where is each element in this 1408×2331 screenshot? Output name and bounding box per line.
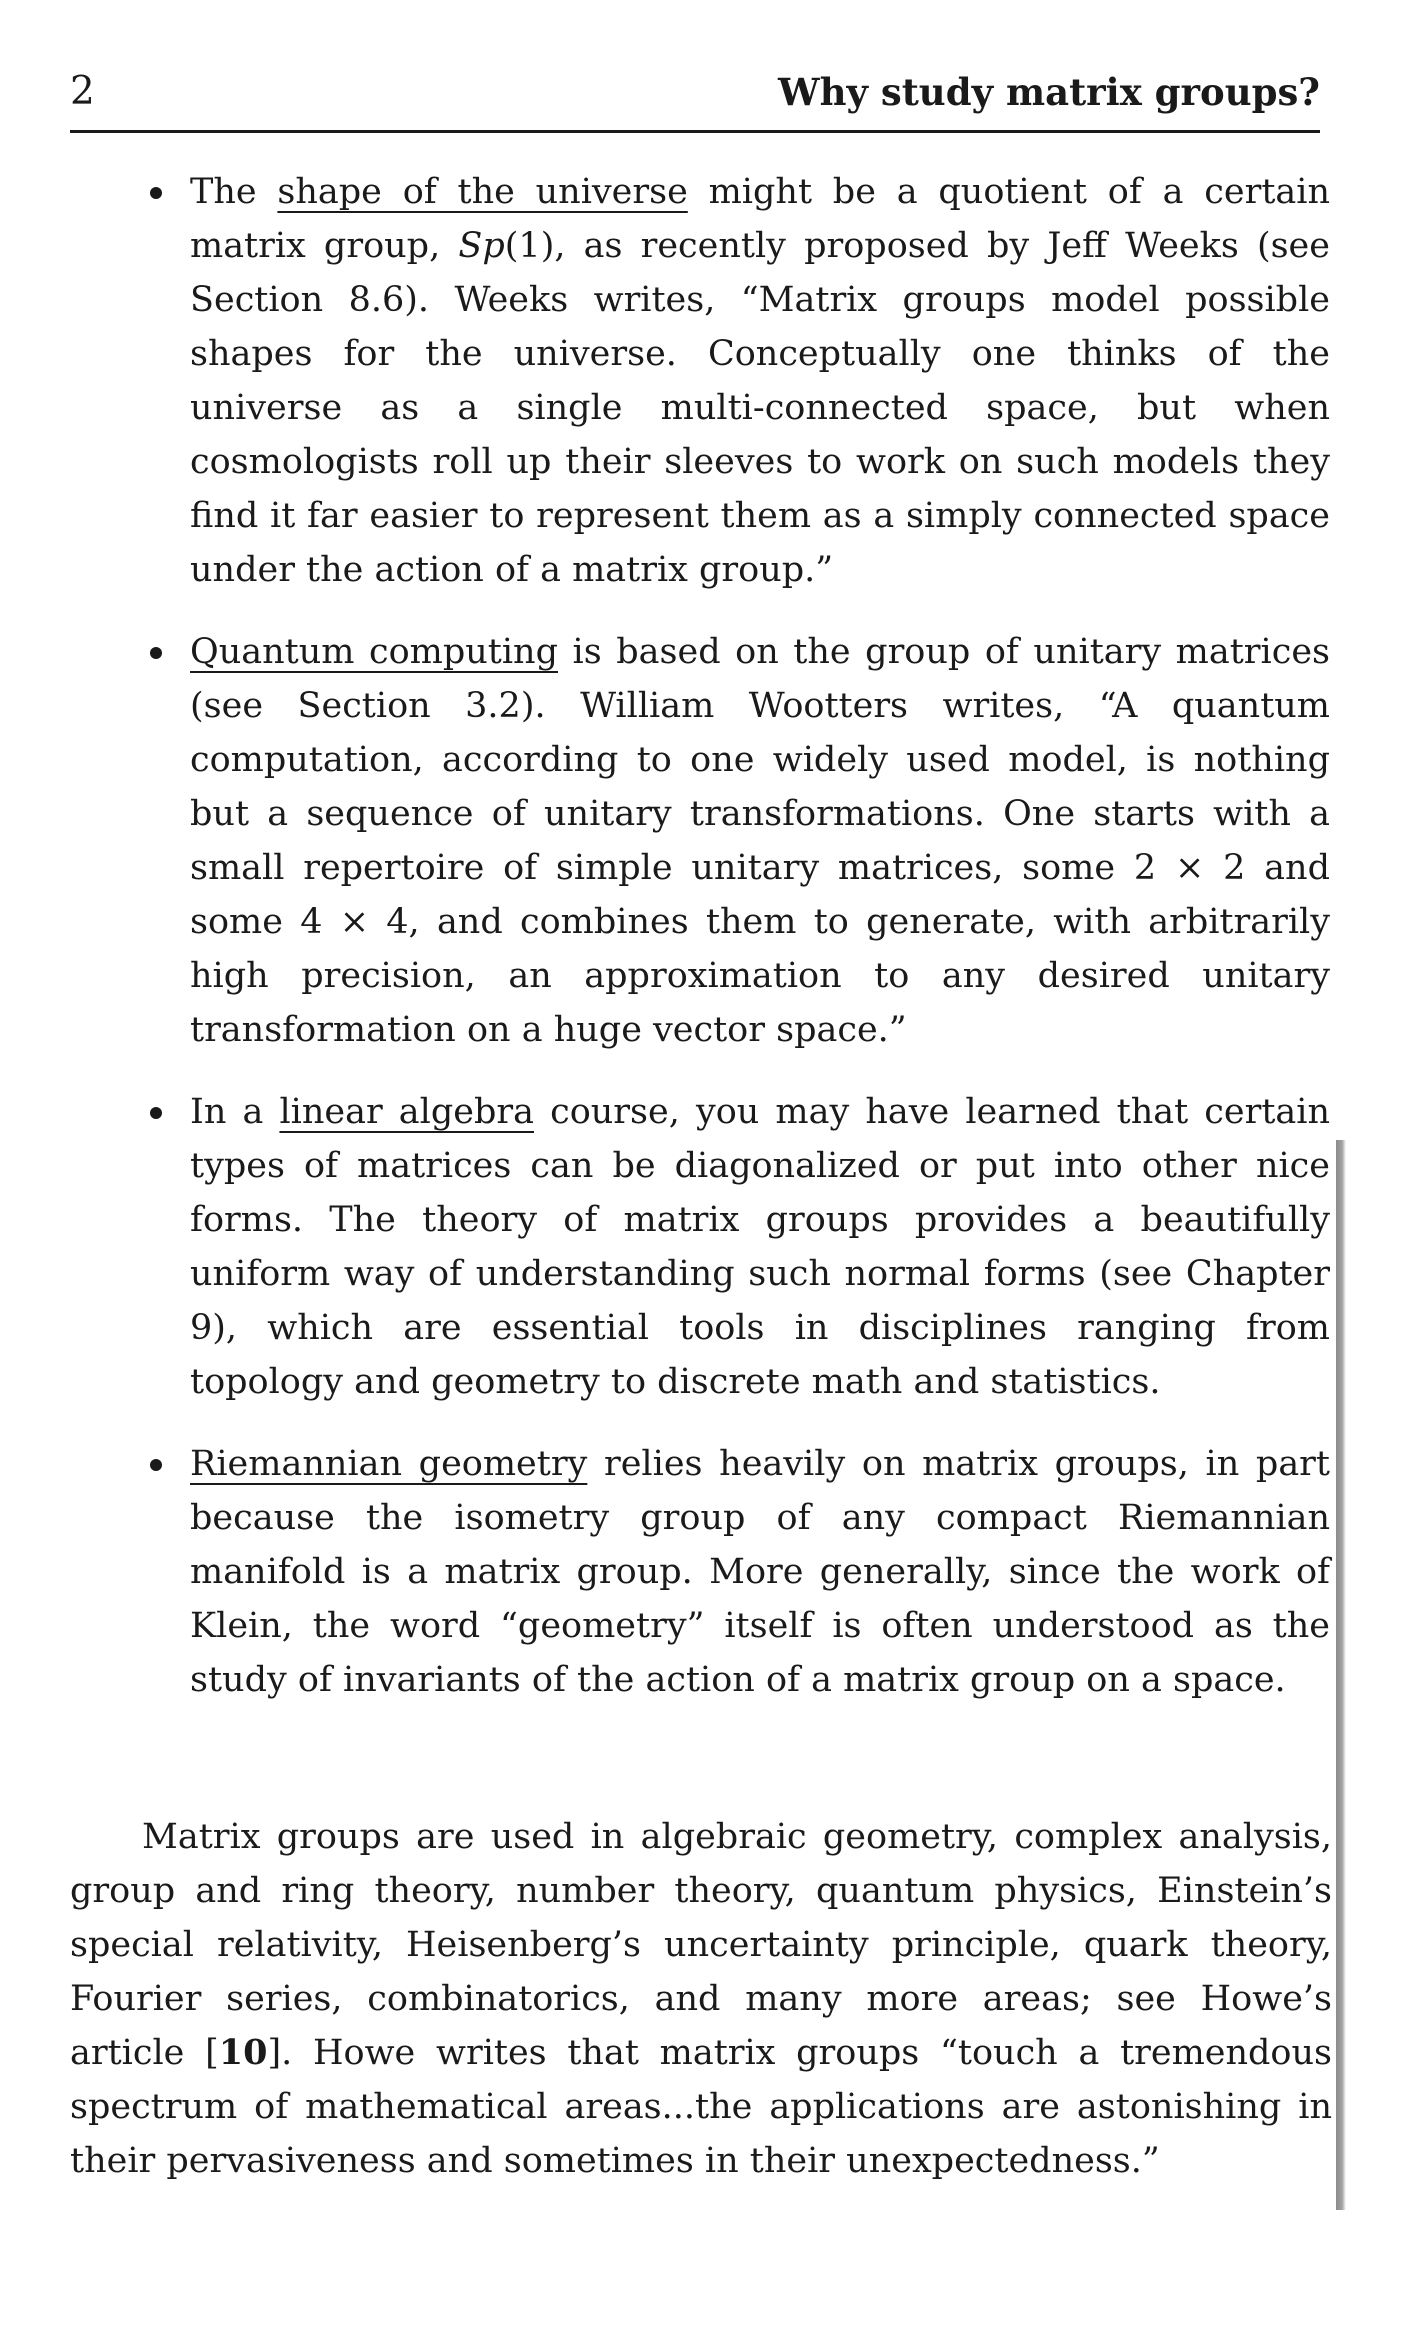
scan-edge-shadow [1336,1140,1346,2210]
page-number: 2 [70,69,95,114]
topic-linear-algebra: linear algebra [279,1092,534,1132]
closing-text: Matrix groups are used in algebraic geometry, complex analysis, group and ring theory, number theory, quantum physics, Einstein’s special relativity, Heisenberg’s uncertainty principle, quark theory, Fourier series, combinatorics, and many more areas; see Howe’s article [ [70,1817,1332,2073]
applications-list [190,165,1330,1735]
bullet-riemannian-geometry [190,1437,1330,1707]
bullet-text: is based on the group of unitary matrices (see Section 3.2). William Wootters writes, “A quantum computation, according to one widely used model, is nothing but a sequence of unitary transformations. One starts with a small repertoire of simple unitary matrices, some 2 × 2 and some 4 × 4, and combines them to generate, with arbitrarily high precision, an approximation to any desired unitary transformation on a huge vector space.” [190,632,1331,1050]
running-title: Why study matrix groups? [778,70,1320,114]
topic-riemannian-geometry: Riemannian geometry [190,1444,588,1484]
closing-text: ]. Howe writes that matrix groups “touch a tremendous spectrum of mathematical areas...the applications are astonishing in their pervasiveness and sometimes in their unexpectedness.” [70,2033,1332,2181]
bullet-linear-algebra [190,1085,1330,1409]
citation-reference: 10 [218,2032,268,2073]
bullet-text: might be a quotient of a certain matrix group, [190,172,1330,266]
bullet-prefix: The [190,172,278,212]
page-header [70,60,1320,133]
topic-quantum-computing: Quantum computing [190,632,558,672]
bullet-prefix: In a [190,1092,280,1132]
bullet-text: relies heavily on matrix groups, in part because the isometry group of any compact Riemannian manifold is a matrix group. More generally, since the work of Klein, the word “geometry” itself is often understood as the study of invariants of the action of a matrix group on a space. [190,1444,1330,1700]
bullet-quantum-computing [190,625,1330,1057]
closing-paragraph [70,1810,1332,2188]
bullet-shape-of-universe [190,165,1330,597]
bullet-text: course, you may have learned that certain types of matrices can be diagonalized or put into other nice forms. The theory of matrix groups provides a beautifully uniform way of understanding such normal forms (see Chapter 9), which are essential tools in disciplines ranging from topology and geometry to discrete math and statistics. [190,1092,1330,1402]
topic-shape-of-universe: shape of the universe [277,172,688,212]
bullet-text: (1), as recently proposed by Jeff Weeks (see Section 8.6). Weeks writes, “Matrix groups model possible shapes for the universe. Conceptually one thinks of the universe as a single multi-connected space, but when cosmologists roll up their sleeves to work on such models they find it far easier to represent them as a simply connected space under the action of a matrix group.” [190,226,1330,590]
math-sp: Sp [458,226,505,266]
